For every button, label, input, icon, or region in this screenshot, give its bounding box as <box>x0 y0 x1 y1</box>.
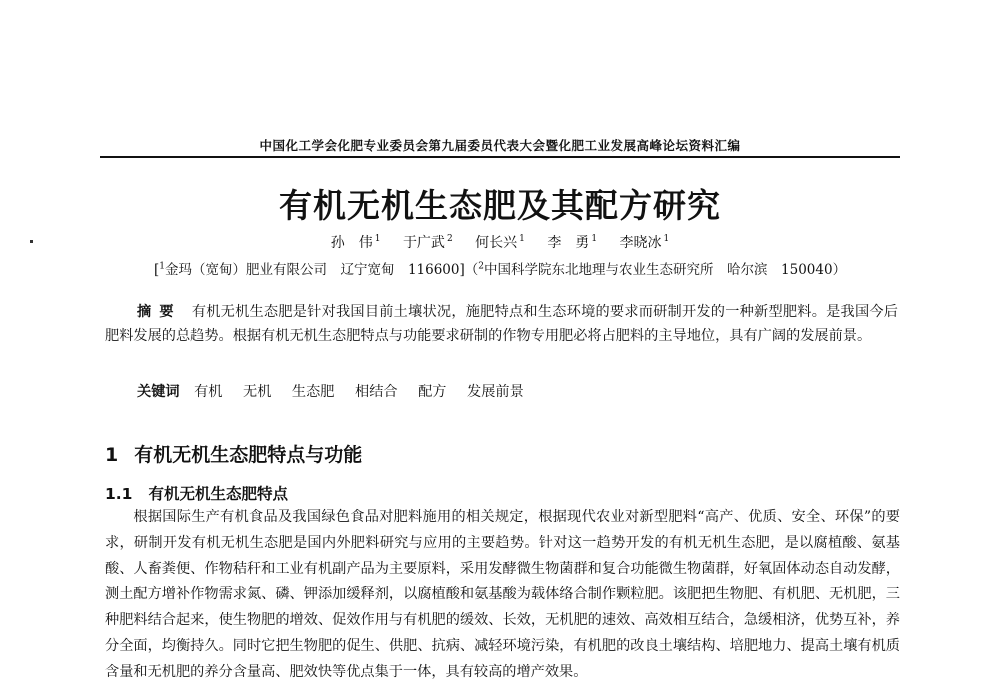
affiliation-2: 中国科学院东北地理与农业生态研究所 哈尔滨 150040 <box>484 262 833 278</box>
abstract <box>105 300 898 348</box>
author-list <box>100 232 900 252</box>
header-rule <box>100 156 900 158</box>
affiliations: [$^1$金玛（宽甸）肥业有限公司 辽宁宽甸 116600]（$^2$中国科学院东北地理与农业生态研究所 哈尔滨 150040） <box>153 261 847 278</box>
section-number: 1 <box>105 444 119 466</box>
author <box>620 235 670 251</box>
paper-title: 有机无机生态肥及其配方研究 <box>279 186 721 225</box>
keyword: 生态肥 <box>291 384 335 400</box>
abstract-label: 摘要 <box>137 304 182 320</box>
body-paragraph: 根据国际生产有机食品及我国绿色食品对肥料施用的相关规定，根据现代农业对新型肥料“高产、优质、安全、环保”的要求，研制开发有机无机生态肥是国内外肥料研究与应用的主要趋势。针对这一趋势开发的有机无机生态肥，是以腐植酸、氨基酸、人畜粪便、作物秸秆和工业有机副产品为主要原料，采用发酵微生物菌群和复合功能微生物菌群，好氧固体动态自动发酵，测土配方增补作物需求氮、磷、钾添加缓释剂，以腐植酸和氨基酸为载体络合制作颗粒肥。该肥把生物肥、有机肥、无机肥，三种肥料结合起来，使生物肥的增效、促效作用与有机肥的缓效、长效，无机肥的速效、高效相互结合，急缓相济，优势互补，养分全面，均衡持久。同时它把生物肥的促生、供肥、抗病、减轻环境污染，有机肥的改良土壤结构、培肥地力、提高土壤有机质含量和无机肥的养分含量高、肥效快等优点集于一体，具有较高的增产效果。 <box>105 509 900 680</box>
subsection-heading <box>105 482 288 504</box>
keywords <box>105 380 898 404</box>
section-title: 有机无机生态肥特点与功能 <box>134 444 363 466</box>
keyword: 配方 <box>418 384 447 400</box>
author <box>403 235 453 251</box>
affiliation-mark: 2 <box>478 261 485 272</box>
keywords-label: 关键词 <box>137 384 180 400</box>
abstract-text: 有机无机生态肥是针对我国目前土壤状况，施肥特点和生态环境的要求而研制开发的一种新型肥料。是我国今后肥料发展的总趋势。根据有机无机生态肥特点与功能要求研制的作物专用肥必将占肥料的主导地位，具有广阔的发展前景。 <box>105 304 898 344</box>
author-affiliation-mark: 1 <box>591 234 598 245</box>
keyword: 发展前景 <box>467 384 524 400</box>
author-name: 何长兴 <box>475 235 518 251</box>
author <box>475 235 525 251</box>
author <box>547 235 597 251</box>
scan-speck <box>30 240 33 243</box>
author-affiliation-mark: 1 <box>519 234 525 245</box>
section-heading <box>105 440 362 467</box>
affiliation-1: 金玛（宽甸）肥业有限公司 辽宁宽甸 116600 <box>164 262 460 278</box>
subsection-number: 1.1 <box>105 485 133 503</box>
keyword: 有机 <box>194 384 223 400</box>
subsection-title: 有机无机生态肥特点 <box>148 485 288 503</box>
affiliation-mark: 1 <box>159 261 165 272</box>
author <box>331 235 381 251</box>
author-affiliation-mark: 1 <box>374 234 381 245</box>
author-name: 李 勇 <box>547 235 590 251</box>
running-header: 中国化工学会化肥专业委员会第九届委员代表大会暨化肥工业发展高峰论坛资料汇编 <box>259 138 741 153</box>
keyword: 无机 <box>243 384 272 400</box>
author-name: 孙 伟 <box>330 235 373 251</box>
author-name: 于广武 <box>402 235 445 251</box>
author-affiliation-mark: 1 <box>663 234 670 245</box>
keyword: 相结合 <box>355 384 398 400</box>
author-name: 李晓冰 <box>619 235 662 251</box>
author-affiliation-mark: 2 <box>446 234 453 245</box>
